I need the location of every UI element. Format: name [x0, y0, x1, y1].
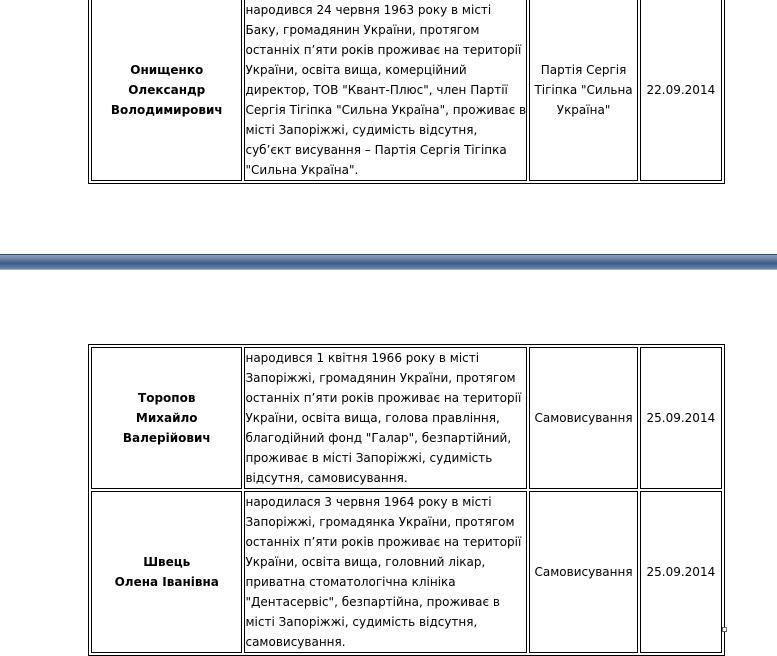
candidate-party-cell: Самовисування	[529, 491, 637, 653]
candidate-name-cell	[91, 347, 242, 489]
table-row	[91, 491, 722, 653]
document-page-2	[0, 270, 777, 649]
candidate-party-cell: Самовисування	[529, 347, 637, 489]
candidate-bio-cell: народився 24 червня 1963 року в місті Баку, громадянин України, протягом останніх п’яти років проживає на території України, освіта вища, комерційний директор, ТОВ "Квант-Плюс", член Партії Сергія Тігіпка "Сильна Україна", проживає в місті Запоріжжі, судимість відсутня, суб’єкт висування – Партія Сергія Тігіпка "Сильна Україна".	[244, 0, 527, 181]
candidate-surname: Швець	[143, 555, 191, 569]
registration-date-cell: 22.09.2014	[640, 0, 722, 181]
candidate-bio-cell: народився 1 квітня 1966 року в місті Запоріжжі, громадянин України, протягом останніх п’яти років проживає на території України, освіта вища, голова правління, благодійний фонд "Галар", безпартійний, проживає в місті Запоріжжі, судимість відсутня, самовисування.	[244, 347, 527, 489]
registration-date-cell: 25.09.2014	[640, 491, 722, 653]
page-break-separator	[0, 254, 777, 270]
registration-date-cell: 25.09.2014	[640, 347, 722, 489]
candidates-table-2	[88, 344, 725, 656]
candidate-surname: Онищенко	[130, 63, 204, 77]
candidate-bio-cell: народилася 3 червня 1964 року в місті Запоріжжі, громадянка України, протягом останніх п’яти років проживає на території України, освіта вища, головний лікар, приватна стоматологічна клініка "Дентасервіс", безпартійна, проживає в місті Запоріжжі, судимість відсутня, самовисування.	[244, 491, 527, 653]
candidate-patronymic: Валерійович	[122, 431, 211, 445]
table-row	[91, 0, 722, 181]
candidate-surname: Торопов	[138, 391, 196, 405]
candidate-patronymic: Володимирович	[110, 103, 223, 117]
candidate-name-cell	[91, 491, 242, 653]
document-page-1	[0, 0, 777, 254]
candidate-first-name: Михайло	[135, 411, 198, 425]
candidate-first-name: Олександр	[128, 83, 206, 97]
candidate-given-names: Олена Іванівна	[114, 575, 219, 589]
table-resize-handle[interactable]	[722, 627, 727, 632]
candidate-party-cell: Партія Сергія Тігіпка "Сильна Україна"	[529, 0, 637, 181]
candidate-name-cell	[91, 0, 242, 181]
candidates-table-1	[88, 0, 725, 184]
table-row	[91, 347, 722, 489]
